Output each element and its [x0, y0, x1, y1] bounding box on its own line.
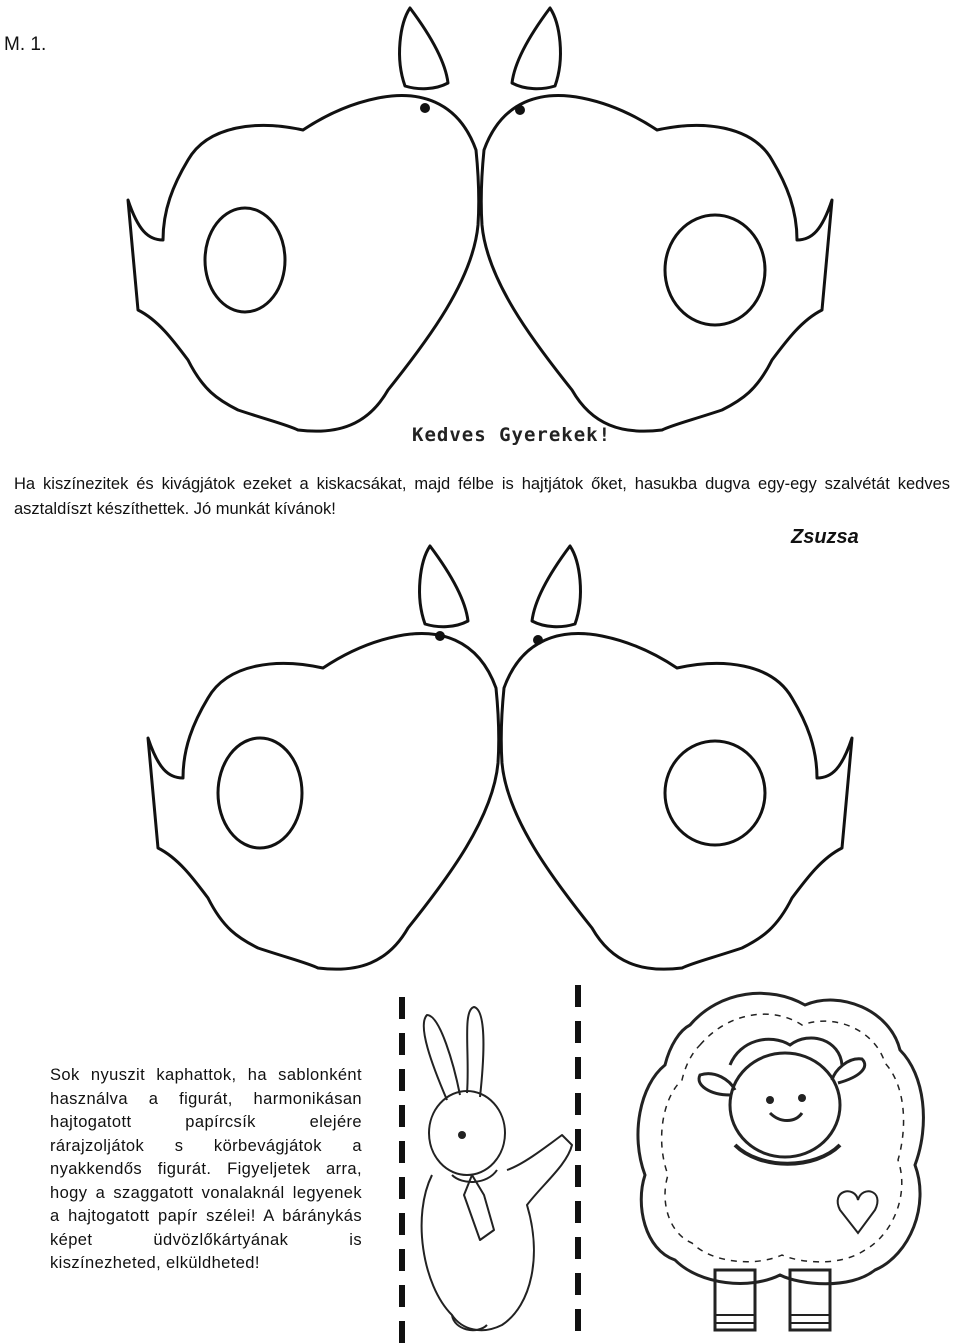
- lamb-picture: [630, 985, 930, 1343]
- intro-text: Ha kiszínezitek és kivágjátok ezeket a kiskacsákat, majd félbe is hajtjátok őket, hasukba dugva egy-egy szalvétát kedves asztaldíszt készíthettek. Jó munkát kívánok!: [14, 475, 950, 518]
- bunny-template: [392, 985, 597, 1343]
- instructions-text: Sok nyuszit kaphattok, ha sablonként használva a figurát, harmonikásan hajtogatott papírcsík elejére rárajzoljátok s körbevágjátok a nyakkendős figurát. Figyeljetek arra, hogy a szaggatott vonalaknál legyenek a hajtogatott papír szélei! A báránykás képet üdvözlőkártyának is kiszínezheted, elküldheted!: [50, 1066, 362, 1272]
- duck-template-bottom: [140, 528, 860, 988]
- signature: Zsuzsa: [791, 526, 859, 548]
- heading: Kedves Gyerekek!: [412, 424, 612, 446]
- duck-template-top: [120, 0, 840, 440]
- page-label: M. 1.: [4, 34, 47, 55]
